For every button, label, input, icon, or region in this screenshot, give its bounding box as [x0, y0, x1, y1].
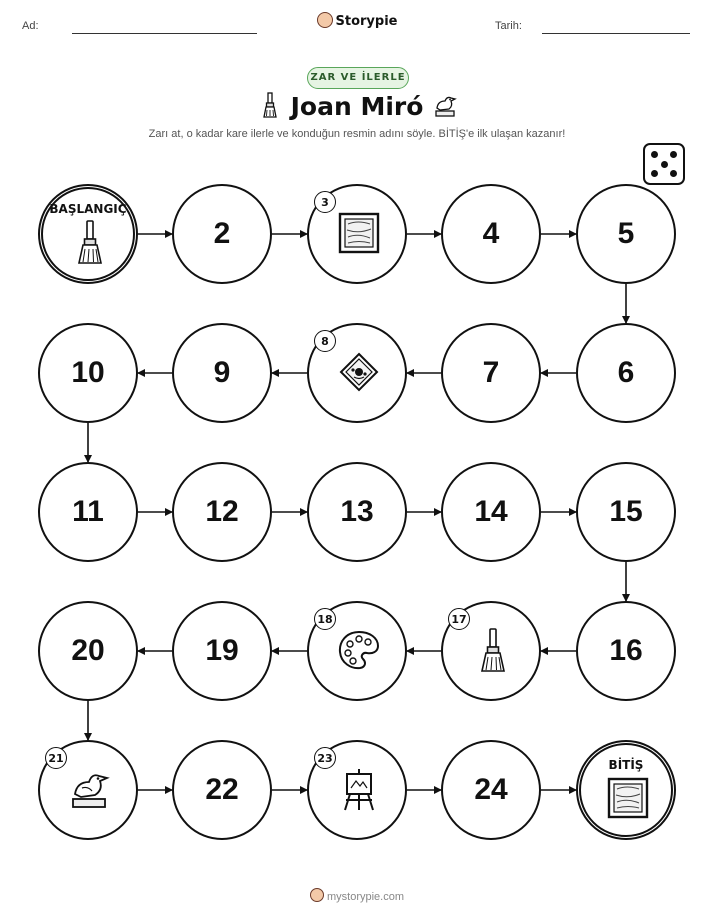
- board-cell-9: [172, 323, 272, 423]
- board-cell-7: [441, 323, 541, 423]
- paintbrush-icon: [470, 627, 516, 673]
- abstract-art-icon: [336, 349, 382, 395]
- cell-number: 5: [617, 217, 635, 250]
- cell-number: 7: [482, 356, 500, 389]
- board-cell-3-picture: [307, 184, 407, 284]
- board-cell-2: [172, 184, 272, 284]
- cell-label: BAŞLANGIÇ: [49, 202, 127, 216]
- board-cell-24: [441, 740, 541, 840]
- board-cell-6: [576, 323, 676, 423]
- cell-number: 15: [609, 495, 643, 528]
- board-cell-13: [307, 462, 407, 562]
- brand-name: Storypie: [335, 14, 398, 29]
- easel-icon: [336, 766, 382, 812]
- canvas-painting-icon: [605, 775, 651, 821]
- game-type-badge: ZAR VE İLERLE: [307, 67, 409, 89]
- date-label: Tarih:: [495, 20, 522, 32]
- cell-number: 14: [474, 495, 508, 528]
- cell-number: 16: [609, 634, 643, 667]
- cell-number: 10: [71, 356, 105, 389]
- instructions: Zarı at, o kadar kare ilerle ve konduğun resmin adını söyle. BİTİŞ'e ilk ulaşan kazanır!: [148, 128, 566, 140]
- cell-number-tag: 17: [448, 608, 470, 630]
- footer: [0, 888, 714, 903]
- cell-number-tag: 21: [45, 747, 67, 769]
- canvas-painting-icon: [336, 210, 382, 256]
- cell-number-tag: 3: [314, 191, 336, 213]
- board-cell-16: [576, 601, 676, 701]
- board-cell-finish: [576, 740, 676, 840]
- page-title: Joan Miró: [290, 92, 424, 121]
- board-cell-10: [38, 323, 138, 423]
- cell-number-tag: 18: [314, 608, 336, 630]
- board-cell-23-picture: [307, 740, 407, 840]
- board-cell-15: [576, 462, 676, 562]
- cell-number: 2: [213, 217, 231, 250]
- cell-number: 6: [617, 356, 635, 389]
- board-cell-20: [38, 601, 138, 701]
- board-cell-5: [576, 184, 676, 284]
- board-cell-21-picture: [38, 740, 138, 840]
- board-cell-19: [172, 601, 272, 701]
- board-cell-4: [441, 184, 541, 284]
- board-cell-11: [38, 462, 138, 562]
- footer-url: mystorypie.com: [326, 891, 405, 903]
- paint-palette-icon: [336, 627, 382, 673]
- cell-number: 24: [474, 773, 508, 806]
- paintbrush-icon: [67, 219, 113, 265]
- cell-number: 13: [340, 495, 374, 528]
- cell-number: 20: [71, 634, 105, 667]
- cell-number-tag: 23: [314, 747, 336, 769]
- cell-number: 11: [72, 495, 104, 528]
- name-label: Ad:: [22, 20, 39, 32]
- cell-number: 12: [205, 495, 239, 528]
- cell-number: 19: [205, 634, 239, 667]
- board-cell-18-picture: [307, 601, 407, 701]
- board-cell-12: [172, 462, 272, 562]
- board-cell-22: [172, 740, 272, 840]
- board-cell-start: [38, 184, 138, 284]
- bird-sculpture-icon: [67, 766, 113, 812]
- cell-number: 22: [205, 773, 239, 806]
- storypie-logo-icon: [310, 888, 324, 902]
- cell-label: BİTİŞ: [608, 758, 644, 772]
- board-cell-8-picture: [307, 323, 407, 423]
- cell-number: 4: [482, 217, 500, 250]
- cell-number: 9: [213, 356, 231, 389]
- board-cell-17-picture: [441, 601, 541, 701]
- board-cell-14: [441, 462, 541, 562]
- cell-number-tag: 8: [314, 330, 336, 352]
